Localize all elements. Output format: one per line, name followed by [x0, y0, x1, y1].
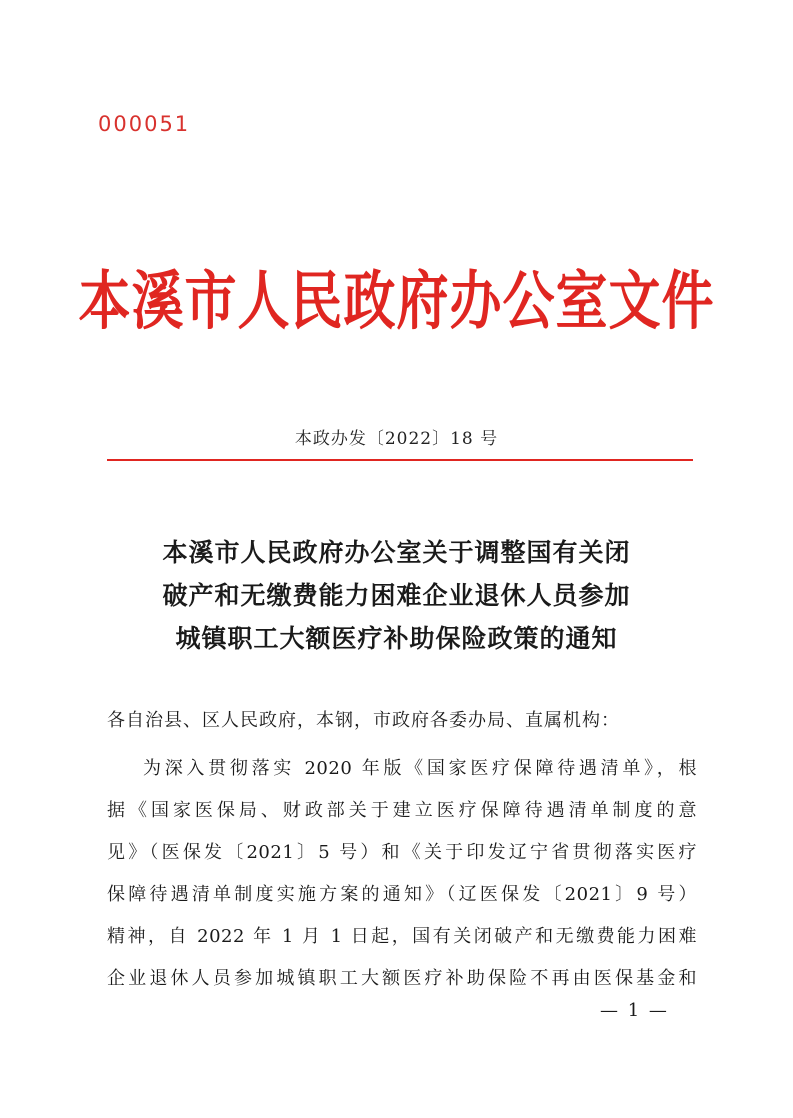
body-line: 企业退休人员参加城镇职工大额医疗补助保险不再由医保基金和 — [107, 968, 697, 989]
document-title — [0, 531, 793, 660]
red-divider-line — [107, 459, 693, 461]
addressee: 各自治县、区人民政府，本钢，市政府各委办局、直属机构： — [107, 710, 620, 731]
body-line: 保障待遇清单制度实施方案的通知》（辽医保发〔2021〕9 号） — [107, 884, 697, 905]
serial-number: 000051 — [98, 112, 191, 136]
title-line: 破产和无缴费能力困难企业退休人员参加 — [162, 581, 631, 610]
title-line: 城镇职工大额医疗补助保险政策的通知 — [175, 624, 618, 653]
title-line: 本溪市人民政府办公室关于调整国有关闭 — [162, 538, 631, 567]
body-line: 据《国家医保局、财政部关于建立医疗保障待遇清单制度的意 — [107, 800, 697, 821]
body-line: 为深入贯彻落实 2020 年版《国家医疗保障待遇清单》，根 — [143, 758, 697, 779]
page-number: — 1 — — [600, 1000, 669, 1021]
body-line: 精神，自 2022 年 1 月 1 日起，国有关闭破产和无缴费能力困难 — [107, 926, 697, 947]
body-text — [107, 748, 697, 1000]
body-line: 见》（医保发〔2021〕5 号）和《关于印发辽宁省贯彻落实医疗 — [107, 842, 697, 863]
issuer-title: 本溪市人民政府办公室文件 — [78, 264, 715, 340]
document-number: 本政办发〔2022〕18 号 — [294, 429, 499, 449]
